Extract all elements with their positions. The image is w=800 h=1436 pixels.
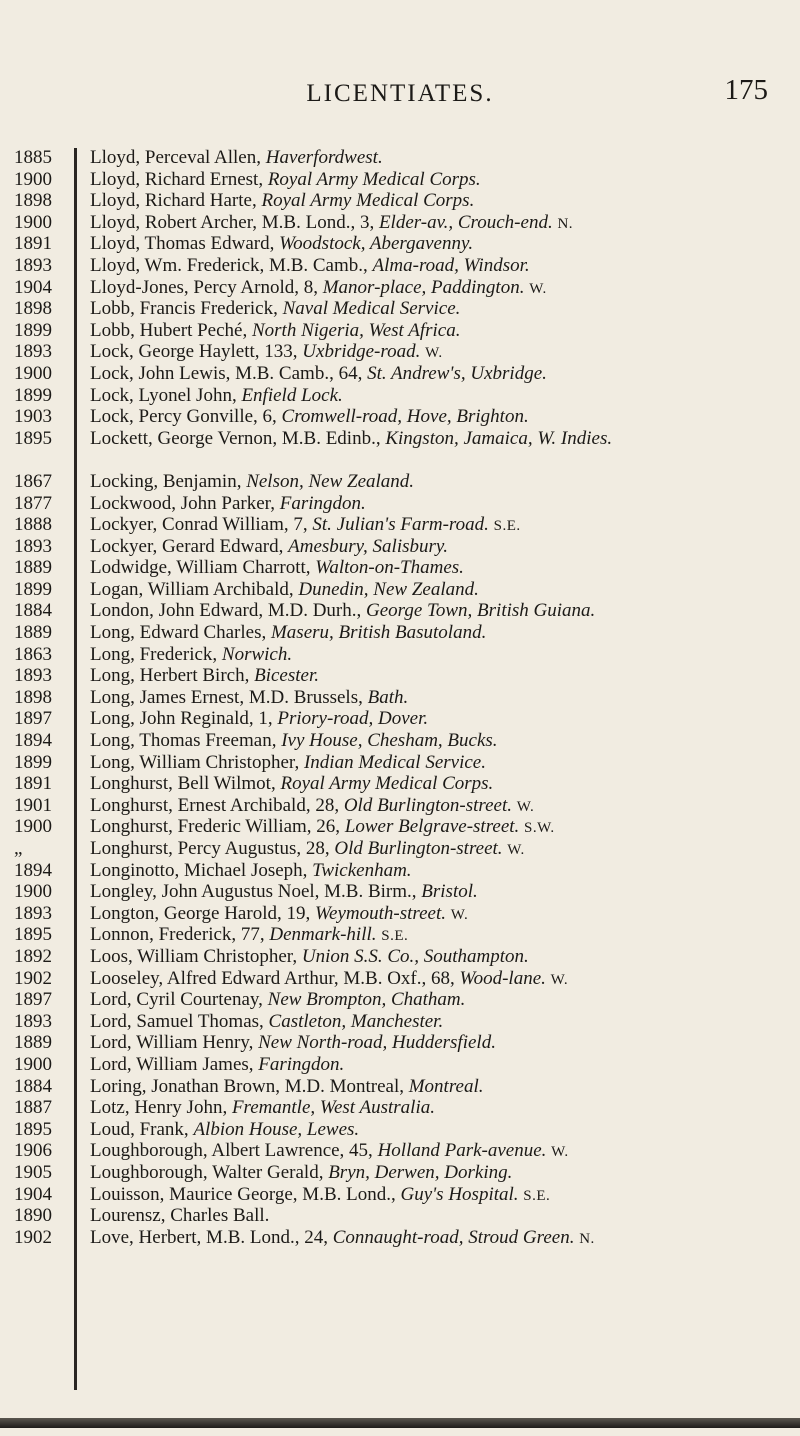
entry-text — [90, 665, 780, 687]
entry-year: „ — [14, 838, 23, 859]
entry-name: Lloyd, Richard Ernest, — [90, 168, 264, 190]
entry-text — [90, 860, 780, 882]
list-item — [0, 385, 800, 407]
entry-district: S.W. — [524, 820, 555, 837]
entry-name: Longton, George Harold, 19, — [90, 902, 311, 924]
entry-name: Locking, Benjamin, — [90, 470, 242, 492]
entry-address: Cromwell-road, Hove, Brighton. — [281, 406, 529, 428]
entry-text — [90, 600, 780, 622]
entry-year: 1885 — [14, 147, 52, 168]
entry-name: Lloyd-Jones, Percy Arnold, 8, — [90, 276, 318, 298]
list-item — [0, 471, 800, 493]
entry-address: Weymouth-street. — [314, 902, 447, 924]
entry-year: 1888 — [14, 514, 52, 536]
entry-address: North Nigeria, West Africa. — [251, 319, 461, 341]
entry-year: 1893 — [14, 1010, 52, 1032]
entry-year: 1902 — [14, 1226, 52, 1248]
entry-address: Old Burlington-street. — [334, 838, 503, 859]
entry-year: 1900 — [14, 881, 52, 903]
entry-name: Loughborough, Walter Gerald, — [90, 1161, 324, 1183]
entry-address: Denmark-hill. — [269, 924, 377, 946]
entry-year: 1900 — [14, 168, 52, 190]
entry-text — [90, 1097, 780, 1119]
entry-text — [90, 730, 780, 752]
entry-district: S.E. — [523, 1187, 551, 1204]
list-item — [0, 363, 800, 385]
entry-year: 1889 — [14, 1032, 52, 1054]
entry-text — [90, 147, 780, 169]
entry-name: Lloyd, Thomas Edward, — [90, 233, 275, 255]
entry-address: Indian Medical Service. — [303, 751, 486, 773]
entry-address: Kingston, Jamaica, W. Indies. — [385, 427, 613, 449]
entry-address: Albion House, Lewes. — [193, 1118, 360, 1140]
entry-name: Lobb, Francis Frederick, — [90, 298, 278, 320]
entry-address: Naval Medical Service. — [282, 298, 461, 320]
list-item — [0, 536, 800, 558]
list-item — [0, 644, 800, 666]
entry-address: Norwich. — [221, 643, 293, 665]
entry-year: 1897 — [14, 708, 52, 730]
entry-text — [90, 881, 780, 903]
entry-text — [90, 838, 780, 862]
list-item — [0, 665, 800, 687]
entry-text — [90, 1011, 780, 1033]
entry-address: Royal Army Medical Corps. — [267, 168, 481, 190]
page-number: 175 — [724, 74, 768, 106]
entry-name: Looseley, Alfred Edward Arthur, M.B. Oxf., 68, — [90, 967, 455, 989]
entry-text — [90, 1162, 780, 1184]
entry-district: S.E. — [381, 928, 409, 945]
entry-name: Lloyd, Robert Archer, M.B. Lond., 3, — [90, 211, 375, 233]
entry-year: 1899 — [14, 319, 52, 341]
entry-text — [90, 471, 780, 493]
entry-text — [90, 536, 780, 558]
entry-year: 1863 — [14, 643, 52, 665]
entry-text — [90, 1184, 780, 1208]
entry-name: Lockyer, Conrad William, 7, — [90, 514, 308, 536]
entry-text — [90, 428, 780, 450]
entry-address: Uxbridge-road. — [302, 341, 421, 363]
entry-name: Longley, John Augustus Noel, M.B. Birm., — [90, 881, 417, 903]
entry-address: Castleton, Manchester. — [268, 1010, 444, 1032]
entry-address: Faringdon. — [258, 1053, 345, 1075]
entry-address: Royal Army Medical Corps. — [280, 773, 494, 795]
entry-address: Faringdon. — [279, 492, 366, 514]
entry-district: W. — [550, 971, 569, 988]
entry-address: Twickenham. — [312, 859, 412, 881]
list-item — [0, 968, 800, 990]
entry-list — [0, 147, 800, 1248]
list-item — [0, 1184, 800, 1206]
list-item — [0, 881, 800, 903]
list-item — [0, 1097, 800, 1119]
entry-text — [90, 773, 780, 795]
entry-year: 1894 — [14, 859, 52, 881]
list-item — [0, 860, 800, 882]
entry-text — [90, 557, 780, 579]
entry-year: 1898 — [14, 190, 52, 212]
entry-name: London, John Edward, M.D. Durh., — [90, 600, 362, 622]
entry-address: Guy's Hospital. — [400, 1183, 519, 1205]
entry-name: Lonnon, Frederick, 77, — [90, 924, 265, 946]
entry-text — [90, 795, 780, 819]
entry-name: Long, James Ernest, M.D. Brussels, — [90, 686, 363, 708]
list-item — [0, 708, 800, 730]
entry-address: Ivy House, Chesham, Bucks. — [281, 730, 498, 752]
list-item — [0, 1119, 800, 1141]
entry-year: 1889 — [14, 622, 52, 644]
entry-name: Lodwidge, William Charrott, — [90, 557, 311, 579]
entry-year: 1889 — [14, 557, 52, 579]
list-item — [0, 1162, 800, 1184]
entry-year: 1904 — [14, 1183, 52, 1205]
entry-year: 1898 — [14, 686, 52, 708]
entry-year: 1900 — [14, 1053, 52, 1075]
list-item — [0, 687, 800, 709]
entry-name: Lockyer, Gerard Edward, — [90, 535, 284, 557]
entry-address: New Brompton, Chatham. — [267, 989, 466, 1011]
entry-year: 1904 — [14, 276, 52, 298]
list-item — [0, 557, 800, 579]
entry-text — [90, 579, 780, 601]
entry-year: 1884 — [14, 1075, 52, 1097]
entry-text — [90, 385, 780, 407]
list-item — [0, 622, 800, 644]
entry-address: Bryn, Derwen, Dorking. — [328, 1161, 513, 1183]
list-item — [0, 946, 800, 968]
entry-name: Loud, Frank, — [90, 1118, 189, 1140]
entry-district: N. — [579, 1230, 595, 1247]
entry-address: Priory-road, Dover. — [277, 708, 429, 730]
entry-address: Enfield Lock. — [241, 384, 343, 406]
entry-year: 1893 — [14, 535, 52, 557]
entry-text — [90, 644, 780, 666]
entry-name: Lord, William James, — [90, 1053, 254, 1075]
entry-year: 1902 — [14, 967, 52, 989]
entry-name: Lord, Cyril Courtenay, — [90, 989, 263, 1011]
entry-address: Alma-road, Windsor. — [372, 254, 530, 276]
entry-name: Long, Frederick, — [90, 643, 218, 665]
entry-year: 1891 — [14, 773, 52, 795]
entry-text — [90, 1140, 780, 1164]
entry-district: W. — [516, 798, 535, 815]
entry-year: 1900 — [14, 362, 52, 384]
entry-address: Woodstock, Abergavenny. — [279, 233, 474, 255]
entry-address: Wood-lane. — [459, 967, 546, 989]
list-item — [0, 989, 800, 1011]
list-item — [0, 903, 800, 925]
entry-year: 1895 — [14, 924, 52, 946]
entry-text — [90, 363, 780, 385]
list-item — [0, 1032, 800, 1054]
entry-year: 1893 — [14, 665, 52, 687]
entry-name: Long, William Christopher, — [90, 751, 300, 773]
entry-text — [90, 298, 780, 320]
list-item — [0, 752, 800, 774]
list-item — [0, 579, 800, 601]
entry-name: Lockett, George Vernon, M.B. Edinb., — [90, 427, 381, 449]
entry-district: W. — [425, 345, 443, 362]
entry-name: Louisson, Maurice George, M.B. Lond., — [90, 1183, 396, 1205]
entry-address: Walton-on-Thames. — [315, 557, 464, 579]
entry-address: Bath. — [367, 686, 409, 708]
entry-address: Haverfordwest. — [265, 147, 383, 168]
list-item — [0, 514, 800, 536]
list-item — [0, 1076, 800, 1098]
entry-year: 1877 — [14, 492, 52, 514]
entry-year: 1893 — [14, 341, 52, 363]
entry-address: Lower Belgrave-street. — [344, 816, 520, 838]
entry-address: Old Burlington-street. — [343, 794, 512, 816]
entry-name: Lock, Lyonel John, — [90, 384, 237, 406]
entry-text — [90, 687, 780, 709]
entry-text — [90, 989, 780, 1011]
entry-district: W. — [507, 842, 525, 858]
entry-year: 1901 — [14, 794, 52, 816]
list-item — [0, 730, 800, 752]
entry-name: Logan, William Archibald, — [90, 578, 294, 600]
entry-text — [90, 169, 780, 191]
list-item — [0, 600, 800, 622]
entry-name: Loring, Jonathan Brown, M.D. Montreal, — [90, 1075, 404, 1097]
list-item — [0, 341, 800, 363]
entry-address: New North-road, Huddersfield. — [258, 1032, 496, 1054]
entry-year: 1903 — [14, 406, 52, 428]
entry-name: Lloyd, Perceval Allen, — [90, 147, 261, 168]
list-item — [0, 1227, 800, 1249]
list-item — [0, 1140, 800, 1162]
list-item — [0, 212, 800, 234]
entry-text — [90, 903, 780, 927]
entry-year: 1897 — [14, 989, 52, 1011]
entry-text — [90, 233, 780, 255]
list-item — [0, 428, 800, 471]
list-item — [0, 838, 800, 860]
list-item — [0, 1205, 800, 1227]
entry-text — [90, 752, 780, 774]
entry-text — [90, 277, 780, 301]
entry-year: 1892 — [14, 945, 52, 967]
entry-year: 1884 — [14, 600, 52, 622]
entry-district: W. — [529, 280, 547, 297]
entry-text — [90, 212, 780, 236]
entry-address: Royal Army Medical Corps. — [261, 190, 475, 212]
entry-name: Lotz, Henry John, — [90, 1097, 228, 1119]
entry-address: Fremantle, West Australia. — [231, 1097, 435, 1119]
entry-year: 1898 — [14, 298, 52, 320]
entry-text — [90, 493, 780, 515]
entry-text — [90, 968, 780, 992]
entry-district: S.E. — [493, 518, 521, 535]
entry-name: Lourensz, Charles Ball. — [90, 1205, 270, 1227]
entry-year: 1895 — [14, 427, 52, 449]
list-item — [0, 277, 800, 299]
entry-name: Longinotto, Michael Joseph, — [90, 859, 308, 881]
entry-year: 1900 — [14, 816, 52, 838]
entry-text — [90, 1032, 780, 1054]
entry-year: 1893 — [14, 254, 52, 276]
entry-year: 1890 — [14, 1205, 52, 1227]
entry-text — [90, 1076, 780, 1098]
entry-district: W. — [450, 906, 469, 923]
entry-name: Longhurst, Percy Augustus, 28, — [90, 838, 330, 859]
entry-text — [90, 320, 780, 342]
entry-name: Lloyd, Wm. Frederick, M.B. Camb., — [90, 254, 368, 276]
entry-address: George Town, British Guiana. — [366, 600, 596, 622]
list-item — [0, 795, 800, 817]
list-item — [0, 147, 800, 169]
entry-name: Lockwood, John Parker, — [90, 492, 275, 514]
list-item — [0, 255, 800, 277]
list-item — [0, 816, 800, 838]
entry-year: 1900 — [14, 211, 52, 233]
entry-text — [90, 514, 780, 538]
entry-text — [90, 1227, 780, 1251]
entry-year: 1906 — [14, 1140, 52, 1162]
entry-year: 1893 — [14, 902, 52, 924]
entry-year: 1867 — [14, 470, 52, 492]
entry-name: Lord, William Henry, — [90, 1032, 254, 1054]
list-item — [0, 320, 800, 342]
entry-address: Manor-place, Paddington. — [322, 276, 525, 298]
list-item — [0, 406, 800, 428]
entry-address: Maseru, British Basutoland. — [270, 622, 487, 644]
entry-year: 1899 — [14, 751, 52, 773]
entry-name: Lock, John Lewis, M.B. Camb., 64, — [90, 362, 363, 384]
list-item — [0, 169, 800, 191]
running-title: LICENTIATES. — [306, 80, 494, 107]
entry-address: Bristol. — [421, 881, 478, 903]
entry-address: Dunedin, New Zealand. — [298, 578, 479, 600]
entry-year: 1891 — [14, 233, 52, 255]
entry-text — [90, 406, 780, 428]
list-item — [0, 190, 800, 212]
list-item — [0, 924, 800, 946]
entry-name: Love, Herbert, M.B. Lond., 24, — [90, 1226, 328, 1248]
entry-name: Long, Thomas Freeman, — [90, 730, 277, 752]
list-item — [0, 298, 800, 320]
list-item — [0, 773, 800, 795]
entry-year: 1887 — [14, 1097, 52, 1119]
entry-text — [90, 924, 780, 948]
entry-text — [90, 622, 780, 644]
entry-text — [90, 1119, 780, 1141]
entry-address: St. Andrew's, Uxbridge. — [367, 362, 547, 384]
entry-text — [90, 1205, 780, 1227]
entry-year: 1894 — [14, 730, 52, 752]
entry-name: Lock, George Haylett, 133, — [90, 341, 298, 363]
entry-text — [90, 708, 780, 730]
entry-text — [90, 816, 780, 840]
entry-year: 1895 — [14, 1118, 52, 1140]
scan-edge — [0, 1418, 800, 1428]
entry-name: Lord, Samuel Thomas, — [90, 1010, 264, 1032]
entry-address: Nelson, New Zealand. — [246, 470, 415, 492]
entry-name: Long, Herbert Birch, — [90, 665, 250, 687]
entry-address: Union S.S. Co., Southampton. — [301, 945, 529, 967]
entry-year: 1899 — [14, 384, 52, 406]
entry-name: Longhurst, Frederic William, 26, — [90, 816, 341, 838]
entry-text — [90, 1054, 780, 1076]
entry-name: Lloyd, Richard Harte, — [90, 190, 257, 212]
entry-year: 1905 — [14, 1161, 52, 1183]
entry-text — [90, 946, 780, 968]
entry-text — [90, 190, 780, 212]
entry-name: Lobb, Hubert Peché, — [90, 319, 248, 341]
entry-name: Long, John Reginald, 1, — [90, 708, 273, 730]
entry-name: Long, Edward Charles, — [90, 622, 267, 644]
entry-address: Montreal. — [408, 1075, 484, 1097]
entry-name: Lock, Percy Gonville, 6, — [90, 406, 277, 428]
entry-name: Longhurst, Bell Wilmot, — [90, 773, 276, 795]
list-item — [0, 493, 800, 515]
entry-name: Longhurst, Ernest Archibald, 28, — [90, 794, 340, 816]
list-item — [0, 1011, 800, 1033]
entry-address: Bicester. — [254, 665, 319, 687]
entry-district: W. — [551, 1144, 569, 1161]
entry-text — [90, 255, 780, 277]
list-item — [0, 1054, 800, 1076]
entry-address: Elder-av., Crouch-end. — [378, 211, 553, 233]
entry-name: Loughborough, Albert Lawrence, 45, — [90, 1140, 373, 1162]
page-header — [0, 74, 800, 112]
entry-address: St. Julian's Farm-road. — [312, 514, 489, 536]
list-item — [0, 233, 800, 255]
entry-address: Connaught-road, Stroud Green. — [332, 1226, 575, 1248]
entry-district: N. — [557, 215, 574, 232]
entry-address: Holland Park-avenue. — [377, 1140, 547, 1162]
entry-year: 1899 — [14, 578, 52, 600]
entry-address: Amesbury, Salisbury. — [288, 535, 449, 557]
entry-name: Loos, William Christopher, — [90, 945, 298, 967]
entry-text — [90, 341, 780, 365]
